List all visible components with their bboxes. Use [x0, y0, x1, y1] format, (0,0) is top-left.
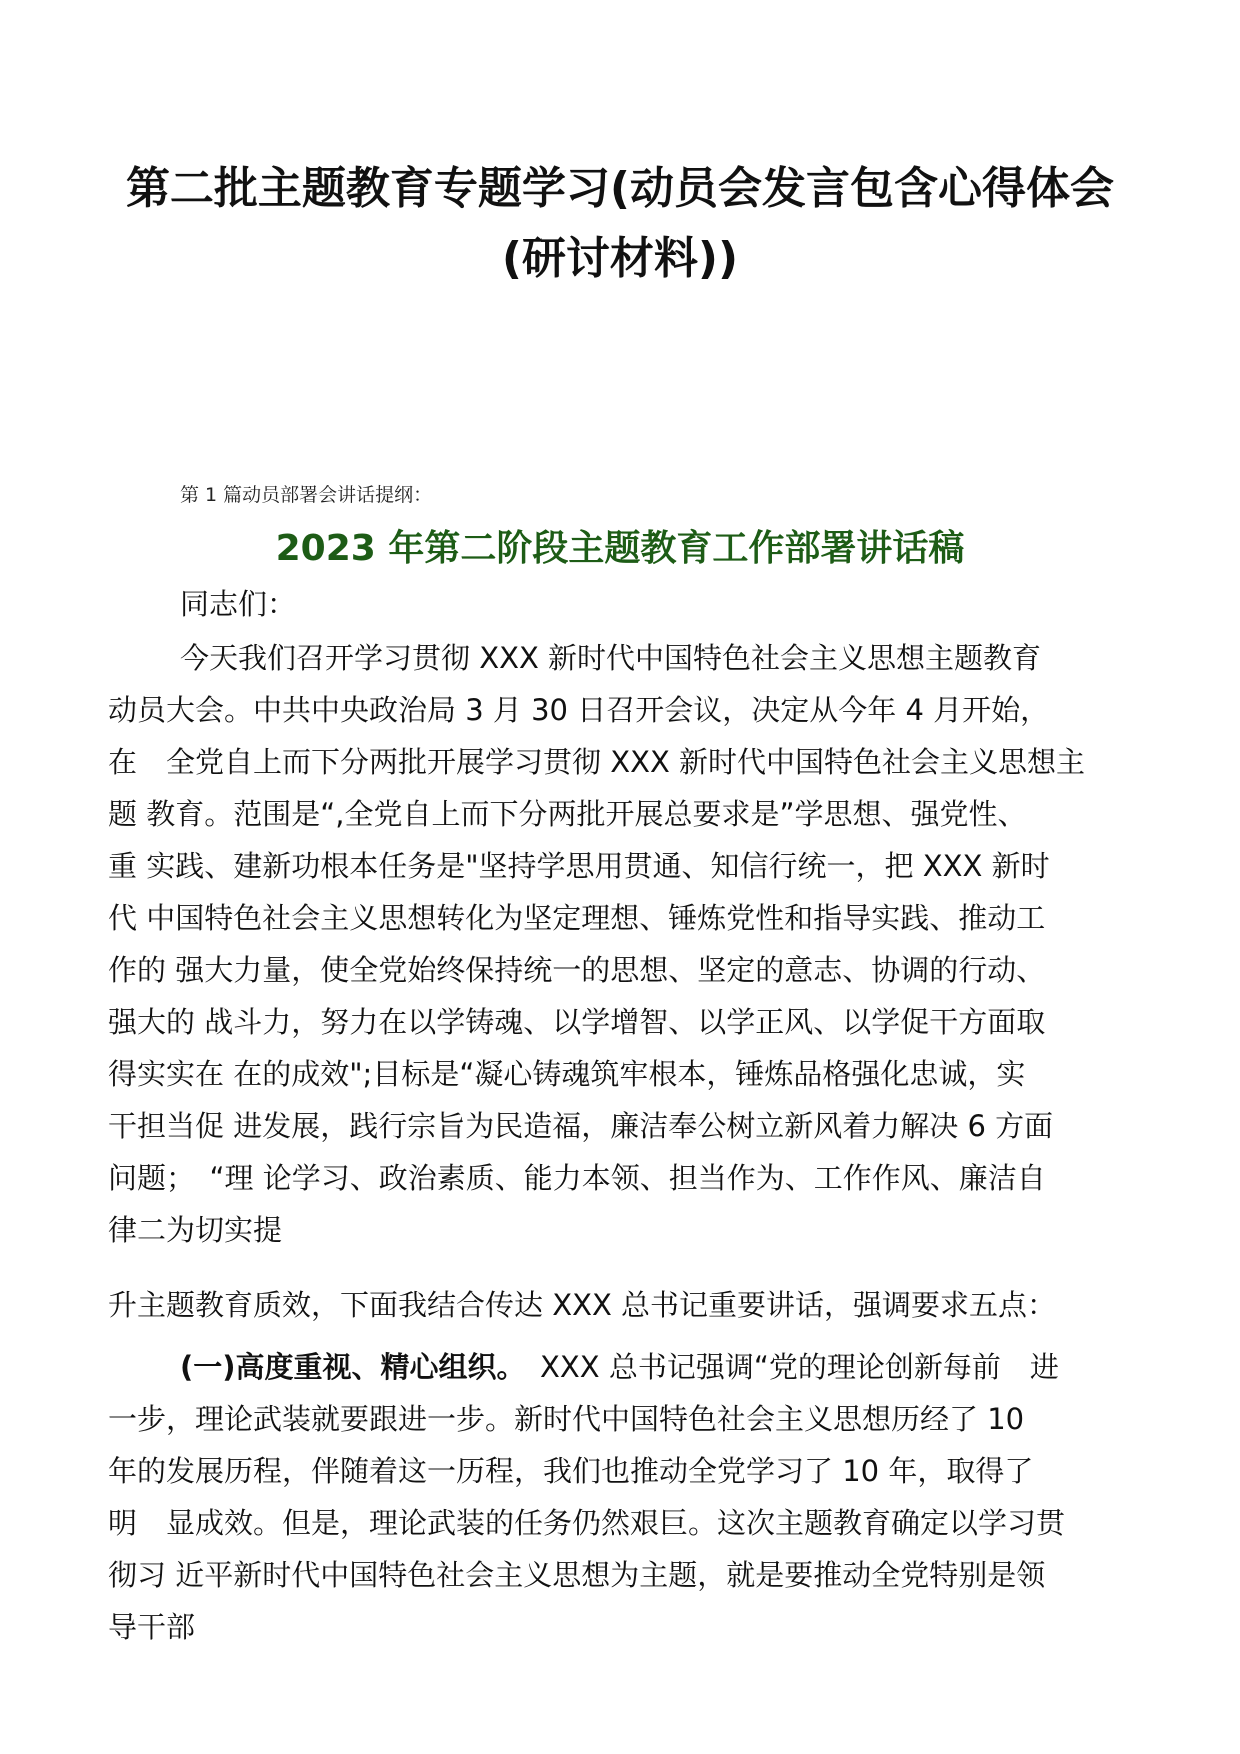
paragraph-line: 一步，理论武装就要跟进一步。新时代中国特色社会主义思想历经了 10 — [108, 1402, 1025, 1436]
paragraph-line: 问题； “理 论学习、政治素质、能力本领、担当作为、工作作风、廉洁自 — [108, 1161, 1046, 1195]
paragraph-line: 重 实践、建新功根本任务是"坚持学思用贯通、知信行统一，把 XXX 新时 — [108, 849, 1050, 883]
paragraph-line: 作的 强大力量，使全党始终保持统一的思想、坚定的意志、协调的行动、 — [108, 953, 1046, 987]
document-title — [60, 154, 1180, 294]
paragraph-line: 年的发展历程，伴随着这一历程，我们也推动全党学习了 10 年，取得了 — [108, 1454, 1034, 1488]
paragraph-line: 干担当促 进发展，践行宗旨为民造福，廉洁奉公树立新风着力解决 6 方面 — [108, 1109, 1054, 1143]
salutation: 同志们： — [180, 587, 297, 621]
paragraph-line: 明 显成效。但是，理论武装的任务仍然艰巨。这次主题教育确定以学习贯 — [108, 1506, 1066, 1540]
paragraph-1 — [108, 632, 1138, 1256]
section-1 — [108, 1341, 1138, 1653]
paragraph-line: 今天我们召开学习贯彻 XXX 新时代中国特色社会主义思想主题教育 — [180, 641, 1042, 675]
paragraph-line: 题 教育。范围是“,全党自上而下分两批开展总要求是”学思想、强党性、 — [108, 797, 1027, 831]
section-1-first-line — [108, 1341, 1138, 1393]
paragraph-line: 升主题教育质效，下面我结合传达 XXX 总书记重要讲话，强调要求五点： — [108, 1288, 1057, 1322]
paragraph-line: 得实实在 在的成效";目标是“凝心铸魂筑牢根本，锤炼品格强化忠诚，实 — [108, 1057, 1026, 1091]
section-1-heading: (一)高度重视、精心组织。 — [180, 1350, 512, 1384]
paragraph-line: 强大的 战斗力，努力在以学铸魂、以学增智、以学正风、以学促干方面取 — [108, 1005, 1046, 1039]
title-line-1: 第二批主题教育专题学习(动员会发言包含心得体会 — [125, 163, 1115, 214]
section-1-first-line-text: XXX 总书记强调“党的理论创新每前 进 — [540, 1350, 1059, 1384]
title-line-2: (研讨材料)) — [501, 233, 739, 284]
paragraph-2 — [108, 1279, 1138, 1331]
speech-subtitle: 2023 年第二阶段主题教育工作部署讲话稿 — [275, 528, 965, 569]
paragraph-line: 在 全党自上而下分两批开展学习贯彻 XXX 新时代中国特色社会主义思想主 — [108, 745, 1086, 779]
paragraph-line: 彻习 近平新时代中国特色社会主义思想为主题，就是要推动全党特别是领 — [108, 1558, 1046, 1592]
outline-caption: 第 1 篇动员部署会讲话提纲： — [180, 484, 433, 506]
paragraph-line: 动员大会。中共中央政治局 3 月 30 日召开会议，决定从今年 4 月开始， — [108, 693, 1050, 727]
paragraph-line: 导干部 — [108, 1610, 196, 1644]
paragraph-line: 律二为切实提 — [108, 1213, 283, 1247]
paragraph-line: 代 中国特色社会主义思想转化为坚定理想、锤炼党性和指导实践、推动工 — [108, 901, 1046, 935]
